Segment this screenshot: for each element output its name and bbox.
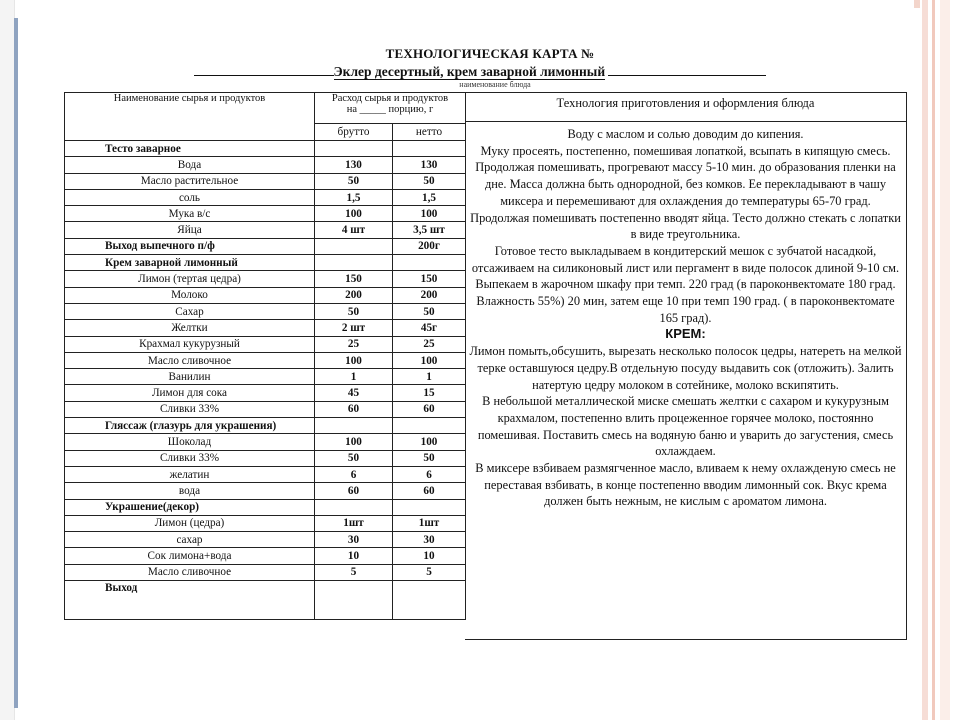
table-section-row	[65, 255, 466, 271]
netto-value: 150	[393, 271, 466, 287]
netto-value	[393, 418, 466, 434]
brutto-value: 45	[315, 385, 393, 401]
ingredient-name: Лимон для сока	[65, 385, 315, 401]
netto-value: 15	[393, 385, 466, 401]
netto-value	[393, 499, 466, 515]
table-row	[65, 157, 466, 173]
table-row	[65, 352, 466, 368]
ingredient-name: Глясcаж (глазурь для украшения)	[65, 418, 315, 434]
ingredient-name: Сливки 33%	[65, 450, 315, 466]
ingredient-name: сахар	[65, 532, 315, 548]
dish-name-line	[160, 63, 800, 80]
netto-value: 1шт	[393, 515, 466, 531]
table-row	[65, 320, 466, 336]
border-stripe	[940, 0, 950, 720]
ingredient-name: Сахар	[65, 303, 315, 319]
table-section-row	[65, 141, 466, 157]
brutto-value	[315, 581, 393, 620]
brutto-value: 100	[315, 434, 393, 450]
netto-value: 10	[393, 548, 466, 564]
netto-value: 130	[393, 157, 466, 173]
technology-panel	[465, 92, 907, 640]
table-row	[65, 385, 466, 401]
netto-value: 5	[393, 564, 466, 580]
table-row	[65, 173, 466, 189]
ingredient-name: Масло растительное	[65, 173, 315, 189]
tech-paragraph: Лимон помыть,обсушить, вырезать несколько полосок цедры, натереть на мелкой терке оставшуюся цедру.В отдельную посуду выдавить сок (отложить). Залить натертую цедру молоком в сотейнике, молоко вскипятить.	[469, 344, 902, 392]
ingredient-name: Молоко	[65, 287, 315, 303]
brutto-value: 1	[315, 369, 393, 385]
document-title: ТЕХНОЛОГИЧЕСКАЯ КАРТА №	[385, 46, 595, 61]
ingredient-name: Выход	[65, 581, 315, 620]
netto-value: 200г	[393, 238, 466, 254]
ingredient-name: Сливки 33%	[65, 401, 315, 417]
col-name-header: Наименование сырья и продуктов	[65, 93, 315, 141]
tech-paragraph: Готовое тесто выкладываем в кондитерский мешок с зубчатой насадкой, отсаживаем на силиконовый лист или пергамент в виде полосок длиной 9-10 см.	[471, 243, 900, 275]
table-row	[65, 206, 466, 222]
slide-left-border	[0, 0, 15, 720]
netto-value: 3,5 шт	[393, 222, 466, 238]
ingredient-name: Яйца	[65, 222, 315, 238]
ingredient-name: Сок лимона+вода	[65, 548, 315, 564]
brutto-value: 150	[315, 271, 393, 287]
brutto-value: 50	[315, 450, 393, 466]
col-usage-header	[315, 93, 466, 124]
slide-top-accent	[914, 0, 920, 8]
ingredient-name: Лимон (тертая цедра)	[65, 271, 315, 287]
ingredients-table	[64, 92, 466, 620]
brutto-value: 1,5	[315, 189, 393, 205]
netto-value: 6	[393, 466, 466, 482]
ingredient-name: Шоколад	[65, 434, 315, 450]
table-row	[65, 303, 466, 319]
netto-value: 60	[393, 401, 466, 417]
tech-paragraph: В миксере взбиваем размягченное масло, вливаем к нему охлажденую смесь не переставая взбивать, в конце постепенно вводим лимонный сок. Вкус крема должен быть нежным, не кислым с ароматом лимона.	[475, 461, 896, 509]
netto-value: 100	[393, 434, 466, 450]
col-usage-header-line2: на _____ порцию, г	[346, 104, 434, 115]
ingredients-table-wrapper	[64, 92, 465, 640]
ingredient-name: Тесто заварное	[65, 141, 315, 157]
border-stripe	[922, 0, 928, 720]
netto-value: 60	[393, 483, 466, 499]
brutto-value: 1шт	[315, 515, 393, 531]
netto-value	[393, 141, 466, 157]
netto-value: 200	[393, 287, 466, 303]
brutto-value: 10	[315, 548, 393, 564]
brutto-value	[315, 238, 393, 254]
netto-value	[393, 255, 466, 271]
table-row	[65, 532, 466, 548]
brutto-value: 6	[315, 466, 393, 482]
table-header-row	[65, 93, 466, 124]
netto-value: 100	[393, 206, 466, 222]
tech-paragraph: В небольшой металлической миске смешать желтки с сахаром и кукурузным крахмалом, постепенно влить процеженное горячее молоко, постоянно помешивая. Поставить смесь на водяную баню и уварить до загустения, смесь охлаждаем.	[477, 394, 894, 459]
ingredient-name: Ванилин	[65, 369, 315, 385]
brutto-value: 50	[315, 303, 393, 319]
table-row	[65, 548, 466, 564]
netto-value: 100	[393, 352, 466, 368]
ingredient-name: желатин	[65, 466, 315, 482]
brutto-value: 50	[315, 173, 393, 189]
border-stripe	[932, 0, 935, 720]
col-usage-header-line1: Расход сырья и продуктов	[331, 93, 449, 104]
table-section-row	[65, 581, 466, 620]
table-section-row	[65, 418, 466, 434]
ingredient-name: Мука в/с	[65, 206, 315, 222]
brutto-value: 2 шт	[315, 320, 393, 336]
ingredient-name: Выход выпечного п/ф	[65, 238, 315, 254]
dish-name: Эклер десертный, крем заварной лимонный	[333, 64, 606, 79]
ingredient-name: Украшение(декор)	[65, 499, 315, 515]
table-row	[65, 450, 466, 466]
brutto-value: 200	[315, 287, 393, 303]
blank-line	[608, 63, 766, 76]
table-row	[65, 271, 466, 287]
ingredients-body	[65, 141, 466, 620]
netto-value: 1,5	[393, 189, 466, 205]
tech-paragraph: Муку просеять, постепенно, помешивая лопаткой, всыпать в кипящую смесь. Продолжая помешивать, прогревают массу 5-10 мин. до образования пленки на дне. Масса должна быть однородной, без комков. Ее перекладывают в чашу миксера и перемешивают для охлаждения до температуры 65-70 град.	[475, 143, 896, 208]
tech-paragraph: Выпекаем в жарочном шкафу при темп. 220 град (в пароконвектомате 180 град. Влажность 55%) 20 мин, затем еще 10 при темп 190 град. ( в пароконвектомате 165 град).	[475, 277, 896, 325]
ingredient-name: Лимон (цедра)	[65, 515, 315, 531]
table-row	[65, 483, 466, 499]
ingredient-name: Масло сливочное	[65, 352, 315, 368]
table-row	[65, 336, 466, 352]
table-row	[65, 434, 466, 450]
ingredient-name: вода	[65, 483, 315, 499]
netto-value: 30	[393, 532, 466, 548]
col-brutto-header: брутто	[315, 124, 393, 141]
brutto-value	[315, 418, 393, 434]
table-section-row	[65, 238, 466, 254]
ingredient-name: Желтки	[65, 320, 315, 336]
table-row	[65, 222, 466, 238]
netto-value: 50	[393, 450, 466, 466]
cream-heading: КРЕМ:	[665, 326, 706, 342]
slide-left-accent	[14, 18, 18, 708]
blank-line	[194, 63, 334, 76]
brutto-value: 4 шт	[315, 222, 393, 238]
netto-value: 50	[393, 303, 466, 319]
brutto-value: 30	[315, 532, 393, 548]
table-row	[65, 189, 466, 205]
col-netto-header: нетто	[393, 124, 466, 141]
tech-paragraph: Воду с маслом и солью доводим до кипения.	[567, 127, 804, 141]
tech-paragraph: Продолжая помешивать постепенно вводят яйца. Тесто должно стекать с лопатки в виде треугольника.	[470, 210, 901, 242]
slide-right-border	[920, 0, 960, 720]
brutto-value: 60	[315, 483, 393, 499]
netto-value: 25	[393, 336, 466, 352]
brutto-value	[315, 499, 393, 515]
netto-value: 1	[393, 369, 466, 385]
ingredient-name: Крахмал кукурузный	[65, 336, 315, 352]
ingredient-name: Крем заварной лимонный	[65, 255, 315, 271]
ingredient-name: Масло сливочное	[65, 564, 315, 580]
table-row	[65, 401, 466, 417]
brutto-value: 5	[315, 564, 393, 580]
brutto-value: 100	[315, 352, 393, 368]
netto-value	[393, 581, 466, 620]
tech-header: Технология приготовления и оформления блюда	[465, 93, 906, 122]
brutto-value: 100	[315, 206, 393, 222]
table-row	[65, 466, 466, 482]
tech-text	[465, 122, 906, 510]
dish-caption: наименование блюда	[459, 80, 531, 89]
netto-value: 50	[393, 173, 466, 189]
netto-value: 45г	[393, 320, 466, 336]
brutto-value: 25	[315, 336, 393, 352]
table-section-row	[65, 499, 466, 515]
brutto-value: 130	[315, 157, 393, 173]
brutto-value	[315, 141, 393, 157]
table-row	[65, 287, 466, 303]
table-row	[65, 369, 466, 385]
ingredient-name: Вода	[65, 157, 315, 173]
table-row	[65, 515, 466, 531]
brutto-value	[315, 255, 393, 271]
ingredient-name: соль	[65, 189, 315, 205]
table-row	[65, 564, 466, 580]
brutto-value: 60	[315, 401, 393, 417]
